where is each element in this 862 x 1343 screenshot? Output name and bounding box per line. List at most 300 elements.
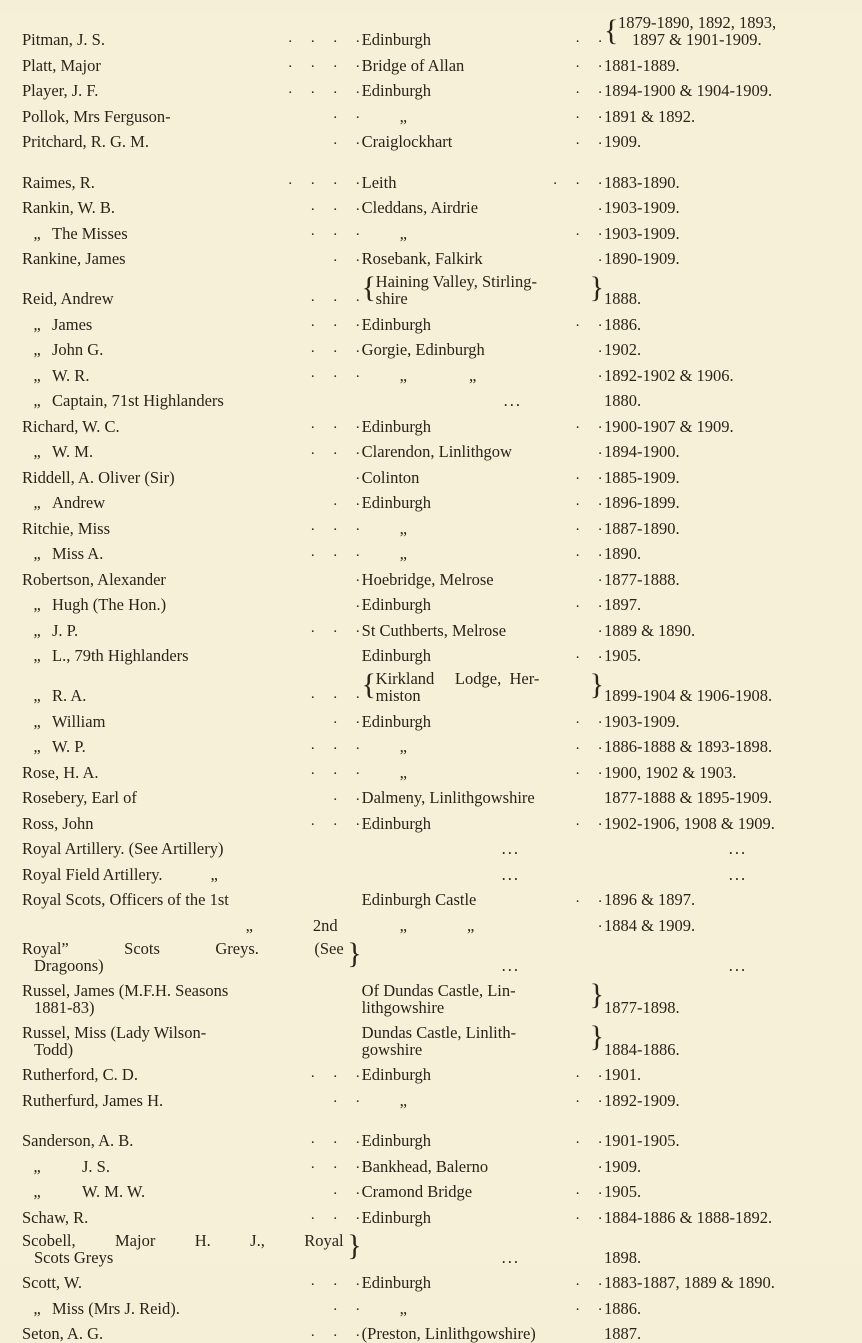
name-cell [22,1016,362,1058]
name-cell: „ J. P. . . . [22,614,362,640]
leader-dots: . . . [310,314,360,331]
leader-dots: . . [333,131,360,148]
table-row [22,359,812,385]
brace-right: } [589,667,604,701]
years-cell: 1899-1904 & 1906-1908. [603,686,773,706]
table-row [22,242,812,268]
place-cell: Cleddans, Airdrie . [361,197,602,218]
leader-dots: . . [575,736,602,753]
table-row [22,1292,812,1318]
leader-dots: . . . [310,288,360,305]
table-row [22,1317,812,1343]
years-cell: 1884-1886. [603,1039,680,1059]
place-cell: Bankhead, Balerno . [361,1156,602,1176]
leader-dots: . . . [310,1156,360,1173]
name-cell: Player, J. F. . . . . [22,80,360,101]
leader-dots: . . . [310,1323,360,1340]
name-cell: „ W. M. . . . [22,435,362,461]
table-row [22,974,812,1016]
brace-right: } [347,937,362,971]
place-cell [362,974,604,1016]
table-row [22,333,812,359]
place-cell [362,832,604,858]
years-cell: 1909. [603,132,642,152]
name-cell: Rutherfurd, James H. . . [22,1090,360,1110]
section-gap [22,1109,812,1124]
leader-dots: . . . [310,813,360,830]
ditto-mark: „ [33,365,41,385]
years-cell: 1892-1902 & 1906. [603,365,734,385]
name-cell [22,974,362,1016]
name-cell: Platt, Major . . . . [22,55,360,75]
leader-dots: . . [575,467,602,484]
name-cell: Rankine, James . . [22,248,360,269]
name-cell: Pritchard, R. G. M. . . [22,131,360,152]
leader-dots: . . [575,711,602,728]
leader-dots: . . . [553,172,602,189]
leader-dots: . . [575,889,602,906]
place-cell: Edinburgh . . [361,1064,602,1085]
name-cell [22,934,362,974]
place-cell: (Preston, Linlithgowshire) [361,1324,536,1343]
place-cell: Bridge of Allan . . [361,55,602,75]
leader-dots: . . . [310,762,360,779]
ditto-mark: „ [33,711,41,731]
name-text: Scobell, Major H. J., Royal Scots Greys [22,1230,344,1267]
years-cell: 1880. [603,391,642,411]
years-cell: 1883-1890. [603,172,680,192]
place-text: Of Dundas Castle, Lin- lithgowshire [361,980,516,1017]
place-cell: Edinburgh . . [361,1130,602,1151]
leader-dots: . . . [310,1207,360,1224]
leader-dots: . . . [310,685,360,702]
name-cell: Rose, H. A. . . . [22,762,360,782]
table-row [22,49,812,75]
table-row [22,1124,812,1150]
leader-dots: . [598,915,602,932]
leader-dots: . [598,441,602,458]
years-cell [604,832,812,858]
years-cell: 1877-1888 & 1895-1909. [603,788,773,808]
ditto-mark-2: „ [466,915,475,935]
place-cell: „ . . [399,736,602,757]
table-row [22,410,812,436]
place-cell [362,268,604,308]
table-row [22,308,812,334]
table-row [22,639,812,665]
ellipsis: ... [501,864,520,884]
table-row [22,486,812,512]
place-cell: Edinburgh Castle . . [361,889,602,910]
table-row [22,14,812,49]
name-cell: „ R. A. . . . [22,665,362,705]
place-cell [362,909,604,935]
place-cell: Edinburgh . . [361,29,602,50]
ditto-mark: „ [33,1298,41,1318]
name-text: Russel, James (M.F.H. Seasons 1881-83) [22,980,229,1017]
leader-dots: . [355,467,360,484]
years-cell: 1884-1886 & 1888-1892. [603,1207,773,1227]
place-text: Dundas Castle, Linlith- gowshire [361,1022,517,1059]
place-cell: Gorgie, Edinburgh . [361,339,602,360]
table-row [22,807,812,833]
place-cell: Edinburgh . . [361,492,602,513]
leader-dots: . . . . [288,29,360,46]
ditto-mark: „ [33,314,41,334]
leader-dots: . [355,594,360,611]
table-row [22,74,812,100]
years-cell: 1881-1889. [603,55,680,75]
table-row [22,1058,812,1084]
leader-dots: . [598,620,602,637]
years-cell [604,934,812,974]
name-cell: Pitman, J. S. . . . . [22,29,360,50]
leader-dots: . . [575,106,602,123]
ditto-mark: „ [33,595,41,615]
years-cell: 1898. [603,1247,642,1267]
years-cell: 1886-1888 & 1893-1898. [603,737,773,757]
leader-dots: . . [575,223,602,240]
place-cell: Edinburgh . . [361,1207,602,1227]
leader-dots: . . [333,1090,360,1107]
ditto-mark: „ [33,646,41,666]
ditto-mark: „ [33,391,41,411]
place-cell [362,1226,604,1266]
place-cell: „ . . [399,106,602,126]
name-cell: „ L., 79th Highlanders [22,639,362,665]
name-cell: Robertson, Alexander . [22,569,360,589]
name-cell: „ Miss A. . . . [22,537,362,563]
ditto-mark: „ [399,915,407,935]
place-cell [362,934,604,974]
table-row [22,1226,812,1266]
name-cell: Raimes, R. . . . . [22,172,360,192]
place-cell: Edinburgh . . [361,813,602,833]
place-cell [362,858,604,884]
brace-right: } [589,978,604,1012]
name-cell [22,1226,362,1266]
name-text: Russel, Miss (Lady Wilson- Todd) [22,1022,207,1059]
leader-dots: . . . [310,1130,360,1147]
name-cell: „ J. S. . . . [22,1150,362,1176]
document-page [0,13,862,1343]
years-text: 1879-1890, 1892, 1893, 1897 & 1901-1909. [617,13,777,50]
table-row [22,512,812,538]
brace-right: } [589,270,604,304]
ditto-mark: „ [33,493,41,513]
leader-dots: . . . . [288,55,360,72]
years-cell: 1902-1906, 1908 & 1909. [603,813,775,833]
leader-dots: . . [575,645,602,662]
ditto-mark: „ [33,686,41,706]
ditto-mark: „ [33,737,41,757]
table-row [22,100,812,126]
table-row [22,883,812,909]
ellipsis: ... [728,955,748,975]
years-cell: 1903-1909. [603,223,680,243]
place-cell: Craiglockhart . . [361,131,602,152]
place-cell: Clarendon, Linlithgow . [361,441,602,462]
years-cell: 1901-1905. [603,1131,680,1151]
leader-dots: . . . [310,1064,360,1081]
leader-dots: . . . [310,339,360,356]
name-cell: „ Andrew . . [22,486,362,512]
name-cell: Rosebery, Earl of . . [22,787,360,808]
name-cell: „ W. P. . . . [22,730,362,756]
ellipsis: ... [728,839,748,859]
place-cell: Edinburgh . . [361,80,602,101]
table-row [22,1175,812,1201]
table-row [22,756,812,782]
ellipsis: ... [503,391,522,411]
name-cell: „ W. M. W. . . [22,1175,362,1201]
years-cell: 1890. [603,544,642,564]
ditto-mark: „ [33,544,41,564]
table-row [22,125,812,151]
name-cell: Rutherford, C. D. . . . [22,1064,360,1085]
table-row [22,588,812,614]
name-cell: Schaw, R. . . . [22,1207,360,1227]
years-cell: 1877-1898. [603,997,680,1017]
leader-dots: . . [575,1181,602,1198]
leader-dots: . . [333,106,360,123]
table-row [22,1266,812,1292]
place-cell: Dalmeny, Linlithgowshire [361,788,535,808]
place-text: Kirkland Lodge, Her- miston [375,669,540,706]
leader-dots: . . . . [288,80,360,97]
place-cell [362,665,604,705]
leader-dots: . . . [310,223,360,240]
name-cell: „ William . . [22,705,362,731]
years-cell: 1902. [603,340,642,360]
place-cell: Rosebank, Falkirk . [361,248,602,269]
leader-dots: . . [575,416,602,433]
years-cell: 1883-1887, 1889 & 1890. [603,1273,775,1293]
name-cell: „ Captain, 71st Highlanders [22,384,362,410]
table-row [22,614,812,640]
name-cell: Riddell, A. Oliver (Sir) . [22,467,360,487]
brace-right: } [589,1020,604,1054]
years-cell: 1887. [603,1324,642,1343]
leader-dots: . . . . [288,172,360,189]
place-cell: „ . . [399,762,602,782]
place-cell: „ . . [399,223,602,243]
table-row [22,665,812,705]
years-cell: 1888. [603,289,642,309]
table-row [22,268,812,308]
place-cell [362,1016,604,1058]
ditto-mark: „ [245,915,253,935]
years-cell: 1889 & 1890. [603,620,696,640]
years-cell: 1894-1900 & 1904-1909. [603,81,773,101]
ditto-mark: „ [33,442,41,462]
leader-dots: . . [333,1298,360,1315]
ditto-mark: „ [210,864,218,884]
name-cell: Sanderson, A. B. . . . [22,1130,360,1151]
name-cell: „ James . . . [22,308,362,334]
ditto-mark: „ [33,1156,41,1176]
leader-dots: . . . [310,518,360,535]
table-row [22,1150,812,1176]
place-cell: „ . . [399,1298,602,1318]
name-cell: „ John G. . . . [22,333,362,359]
place-text: Haining Valley, Stirling- shire [375,272,537,309]
name-cell: „ The Misses . . . [22,217,362,243]
brace-right: } [347,1229,362,1263]
brace-left: { [361,667,377,701]
years-cell [604,858,812,884]
leader-dots: . [598,365,602,382]
leader-dots: . [598,248,602,265]
leader-dots: . . [575,29,602,46]
years-cell: 1896 & 1897. [603,890,696,910]
place-cell: Edinburgh . . [361,645,602,666]
leader-dots: . [598,197,602,214]
leader-dots: . . [575,131,602,148]
leader-dots: . . . [310,620,360,637]
leader-dots: . . . [310,365,360,382]
ellipsis: ... [501,839,520,859]
brace-left: { [603,14,619,48]
place-cell [362,384,604,410]
table-row [22,384,812,410]
leader-dots: . . [575,80,602,97]
place-cell: „ . . [399,518,602,538]
leader-dots: . . . [310,736,360,753]
leader-dots: . . [575,762,602,779]
leader-dots: . . [575,1272,602,1289]
table-row [22,858,812,884]
years-cell: 1896-1899. [603,493,680,513]
brace-left: { [361,270,377,304]
leader-dots: . . [575,55,602,72]
years-cell: 1903-1909. [603,198,680,218]
years-cell: 1894-1900. [603,442,680,462]
years-cell: 1885-1909. [603,467,680,487]
name-cell: Pollok, Mrs Ferguson- . . [22,106,360,126]
table-row [22,934,812,974]
name-cell: Seton, A. G. . . . [22,1323,360,1343]
table-row [22,1016,812,1058]
table-row [22,1084,812,1110]
years-cell: 1903-1909. [603,711,680,731]
name-cell: Reid, Andrew . . . [22,288,360,309]
place-cell: Colinton . . [361,467,602,487]
leader-dots: . . [575,1090,602,1107]
leader-dots: . . [333,1181,360,1198]
table-body [22,14,812,1343]
years-cell: 1884 & 1909. [603,915,696,935]
years-cell: 1892-1909. [603,1090,680,1110]
years-cell: 1886. [603,314,642,334]
table-row [22,166,812,192]
leader-dots: . . [575,543,602,560]
place-cell: St Cuthberts, Melrose . [361,620,602,640]
table-row [22,217,812,243]
leader-dots: . . [333,787,360,804]
ditto-mark-2: „ [468,365,477,385]
leader-dots: . . [575,594,602,611]
name-cell: Richard, W. C. . . . [22,416,360,436]
leader-dots: . . [575,813,602,830]
leader-dots: . . . [310,1272,360,1289]
years-cell: 1891 & 1892. [603,106,696,126]
table-row [22,435,812,461]
leader-dots: . . . [310,441,360,458]
leader-dots: . [598,339,602,356]
years-cell: 1886. [603,1298,642,1318]
table-row [22,705,812,731]
name-cell: Ritchie, Miss . . . [22,518,360,538]
table-row [22,781,812,807]
leader-dots: . . . [310,416,360,433]
years-cell: 1905. [603,646,642,666]
place-cell [362,359,604,385]
leader-dots: . [598,569,602,586]
ditto-mark: „ [33,223,41,243]
name-cell: Royal Field Artillery. „ [22,864,218,884]
years-cell: 1897. [603,595,642,615]
leader-dots: . . [575,1298,602,1315]
name-cell: „ W. R. . . . [22,359,362,385]
name-cell: Royal Artillery. (See Artillery) [22,839,224,859]
subscription-roll-table [22,14,812,1343]
table-row [22,191,812,217]
ellipsis: ... [501,955,520,975]
name-text: Royal” Scots Greys. (See Dragoons) [22,938,344,975]
place-cell: Edinburgh . . [361,711,602,731]
name-cell: Scott, W. . . . [22,1272,360,1293]
table-row [22,537,812,563]
years-cell [604,14,812,49]
leader-dots: . . [333,711,360,728]
table-row [22,730,812,756]
years-cell: 1877-1888. [603,569,680,589]
leader-dots: . . [575,1064,602,1081]
table-row [22,1201,812,1227]
ditto-mark: „ [399,365,407,385]
table-row [22,832,812,858]
place-cell: Edinburgh . . [361,416,602,436]
leader-dots: . . . [310,543,360,560]
leader-dots: . . [575,518,602,535]
place-cell: Cramond Bridge . . [361,1181,602,1202]
name-cell: Ross, John . . . [22,813,360,833]
leader-dots: . . [333,248,360,265]
years-cell: 1900-1907 & 1909. [603,416,734,436]
section-gap [22,151,812,166]
years-cell: 1900, 1902 & 1903. [603,762,737,782]
table-row [22,909,812,935]
table-row [22,563,812,589]
place-cell: „ . . [399,543,602,564]
leader-dots: . [355,569,360,586]
leader-dots: . . [575,314,602,331]
name-cell: „ 2nd [245,915,338,935]
leader-dots: . . . [310,197,360,214]
years-cell: 1887-1890. [603,518,680,538]
years-cell: 1890-1909. [603,249,680,269]
years-cell: 1905. [603,1182,642,1202]
place-cell: Edinburgh . . [361,314,602,334]
place-cell: „ . . [399,1090,602,1110]
leader-dots: . . [575,1207,602,1224]
place-cell: Hoebridge, Melrose . [361,569,602,589]
ditto-mark: „ [33,1182,41,1202]
leader-dots: . . [575,1130,602,1147]
ellipsis: ... [501,1247,520,1267]
ditto-mark: „ [33,340,41,360]
